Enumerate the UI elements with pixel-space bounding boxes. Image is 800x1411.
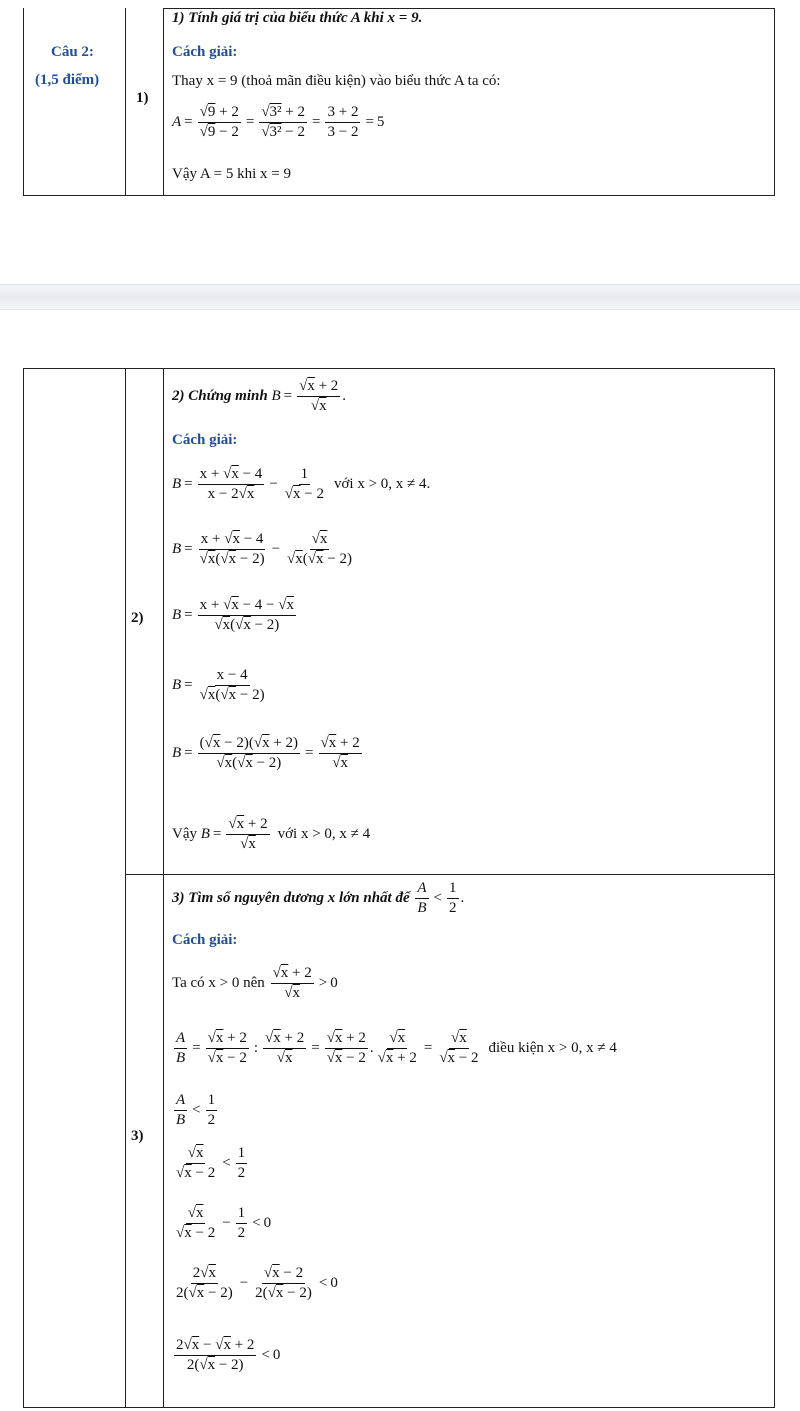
question-label: Câu 2: bbox=[51, 44, 94, 60]
formula-A-value: A = $\frac{√9 + 2}{√9 - 2}$ = $\frac{\text{√3² + 2}}{\text{√3² − 2}}$ = $\frac{3 + 2}{3 - 2}$ = 5 bbox=[172, 104, 385, 140]
step-2: B = $\frac{x + √x - 4}{√x(√x - 2)}$ − $\frac{√x}{√x(√x - 2)}$ bbox=[172, 531, 352, 567]
part1-header: 1) Tính giá trị của biểu thức A khi x = 9. bbox=[172, 10, 423, 26]
step-6-prefix: Ta có x > 0 nên bbox=[172, 975, 265, 991]
part3-title-text: 3) Tìm số nguyên dương x lớn nhất để bbox=[172, 890, 410, 906]
points-label: (1,5 điểm) bbox=[35, 72, 100, 88]
step-8: A B < 1 2 bbox=[176, 1092, 216, 1128]
part3-title: 3) Tìm số nguyên dương x lớn nhất để A B < 1 2 . bbox=[172, 880, 465, 916]
part2-conclusion: Vậy B = $\frac{√x + 2}{√x}$ với x > 0, x ≠ 4 bbox=[172, 816, 371, 852]
column-divider bbox=[125, 8, 126, 195]
step-10: √x √x − 2 − $\frac{1}{2}$ < 0 bbox=[176, 1205, 272, 1241]
step-12: 2√x − √x + 2 2(√x − 2) < 0 bbox=[176, 1337, 281, 1373]
solution-heading: Cách giải: bbox=[172, 432, 238, 448]
conclusion-condition: với x > 0, x ≠ 4 bbox=[277, 826, 371, 842]
step-9: √x √x − 2 < 1 2 bbox=[176, 1145, 246, 1181]
sub-number-1: 1) bbox=[136, 90, 149, 106]
sub-number-3: 3) bbox=[131, 1128, 144, 1144]
part2-title: 2) Chứng minh B = $\frac{√x + 2}{√x}$ . bbox=[172, 378, 347, 414]
column-divider bbox=[163, 8, 164, 195]
step-3: B = $\frac{x + √x - 4 - √x}{√x(√x - 2)}$ bbox=[172, 597, 294, 633]
solution-heading: Cách giải: bbox=[172, 44, 238, 60]
step-1-condition: với x > 0, x ≠ 4. bbox=[333, 476, 431, 492]
step-11: 2√x 2(√x − 2) − $\frac{√x - 2}{2(√x - 2)}$ < 0 bbox=[176, 1265, 338, 1301]
conclusion-prefix: Vậy bbox=[172, 826, 197, 842]
substitution-line: Thay x = 9 (thoả mãn điều kiện) vào biểu thức A ta có: bbox=[172, 73, 501, 89]
step-7: $\frac{A}{B}$ = $\frac{√x + 2}{√x - 2}$ : $\frac{√x + 2}{√x}$ = $\frac{√x + 2}{√x - 2}$ . $\frac{√x}{√x + 2}$ = $\frac{√x}{√x - 2}$ điều kiện x > 0, x ≠ 4 bbox=[176, 1030, 617, 1066]
part1-conclusion: Vậy A = 5 khi x = 9 bbox=[172, 166, 292, 182]
row-divider bbox=[163, 8, 774, 9]
step-5: B = $\frac{(√x - 2)(√x + 2)}{√x(√x - 2)}$ = $\frac{√x + 2}{√x}$ bbox=[172, 735, 360, 771]
step-6: Ta có x > 0 nên √x + 2 √x > 0 bbox=[172, 965, 338, 1001]
solution-heading: Cách giải: bbox=[172, 932, 238, 948]
step-1: B = $\frac{x + √x - 4}{x - 2√x}$ − $\frac{1}{√x - 2}$ với x > 0, x ≠ 4. bbox=[172, 466, 431, 502]
column-divider bbox=[163, 369, 164, 1407]
page-separator bbox=[0, 284, 800, 310]
step-7-condition: điều kiện x > 0, x ≠ 4 bbox=[488, 1040, 617, 1056]
sub-number-2: 2) bbox=[131, 610, 144, 626]
step-4: B = $\frac{x - 4}{√x(√x - 2)}$ bbox=[172, 667, 265, 703]
row-divider bbox=[125, 874, 774, 875]
column-divider bbox=[125, 369, 126, 1407]
